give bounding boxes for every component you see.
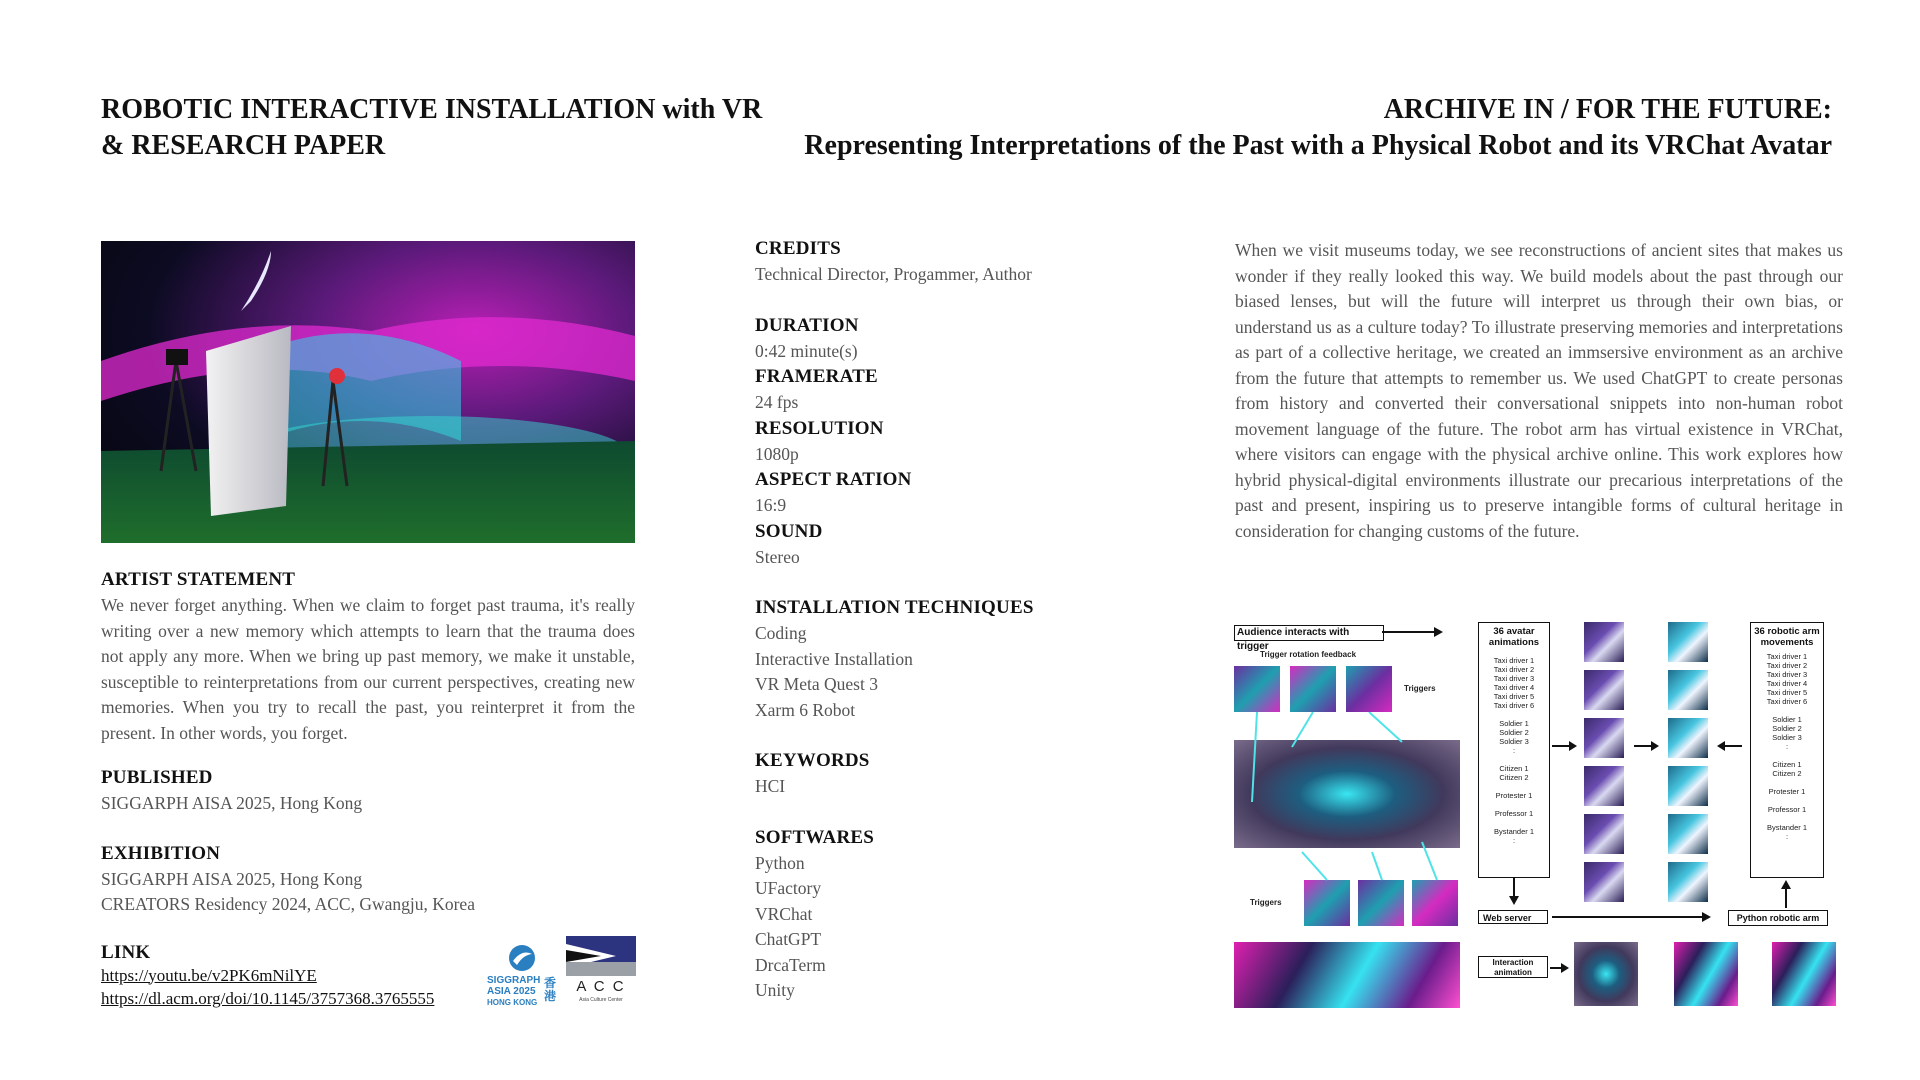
robot-movement-thumbnail xyxy=(1668,622,1708,662)
artist-statement-heading: ARTIST STATEMENT xyxy=(101,569,296,590)
trigger-rotation-label: Trigger rotation feedback xyxy=(1260,650,1357,659)
exhibition-item: CREATORS Residency 2024, ACC, Gwangju, Korea xyxy=(101,894,475,914)
arrow-up-icon xyxy=(1778,880,1794,908)
robot-movement-thumbnail xyxy=(1668,670,1708,710)
audience-interacts-box: Audience interacts with trigger xyxy=(1234,625,1384,641)
trigger-thumbnail xyxy=(1346,666,1392,712)
avatar-animation-thumbnail xyxy=(1584,622,1624,662)
artist-statement-text: We never forget anything. When we claim to forget past trauma, it's really writing over a new memory which attempts to learn that the trauma does not apply any more. When we bring up past memory, we make it unstable, susceptible to reinterpretations from our current perspectives, creating new memories. When you try to recall the past, you reinterpret it from the present. In other words, you forget. xyxy=(101,595,635,743)
trigger-connector-arrows xyxy=(1232,712,1472,892)
avatar-animation-thumbnail xyxy=(1584,862,1624,902)
diagram-list-item: Taxi driver 2 xyxy=(1766,661,1808,670)
avatar-animations-box xyxy=(1478,622,1550,878)
technique-item: Xarm 6 Robot xyxy=(755,699,856,720)
diagram-list-item: Taxi driver 4 xyxy=(1493,683,1535,692)
link-heading: LINK xyxy=(101,941,151,963)
published-heading: PUBLISHED xyxy=(101,767,213,788)
acc-logo xyxy=(566,936,636,1006)
header-left-line1: ROBOTIC INTERACTIVE INSTALLATION with VR xyxy=(101,94,763,125)
arrow-right-icon xyxy=(1634,738,1660,754)
diagram-list-item: Professor 1 xyxy=(1767,805,1807,814)
keywords-text: HCI xyxy=(755,776,786,796)
acc-logo-text: A C C xyxy=(576,978,626,995)
trigger-thumbnail xyxy=(1234,666,1280,712)
sound-heading: SOUND xyxy=(755,520,823,542)
diagram-list-item: Taxi driver 3 xyxy=(1766,670,1808,679)
system-diagram xyxy=(1232,622,1842,1012)
vrchat-scene-image xyxy=(1234,942,1460,1008)
diagram-list-item: Protester 1 xyxy=(1768,787,1806,796)
siggraph-logo-line2: ASIA 2025 xyxy=(487,986,536,997)
published-text: SIGGARPH AISA 2025, Hong Kong xyxy=(101,793,363,813)
interaction-thumbnail xyxy=(1674,942,1738,1006)
python-robotic-arm-box: Python robotic arm xyxy=(1728,910,1828,926)
exhibition-item: SIGGARPH AISA 2025, Hong Kong xyxy=(101,868,363,889)
diagram-list-item: Citizen 1 xyxy=(1772,760,1802,769)
header-left-line2: & RESEARCH PAPER xyxy=(101,130,386,161)
interaction-animation-box: Interaction animation xyxy=(1478,956,1548,978)
installation-photo xyxy=(101,241,635,543)
diagram-list-item: Taxi driver 3 xyxy=(1493,674,1535,683)
arrow-down-icon xyxy=(1506,878,1522,906)
techniques-heading: INSTALLATION TECHNIQUES xyxy=(755,597,1034,618)
software-item: Unity xyxy=(755,980,795,1000)
diagram-list-item: Citizen 2 xyxy=(1499,773,1529,782)
robot-movement-thumbnail xyxy=(1668,766,1708,806)
aspect-ratio-heading: ASPECT RATION xyxy=(755,469,912,490)
diagram-list-item: Taxi driver 1 xyxy=(1766,652,1808,661)
siggraph-logo-mark xyxy=(505,943,539,973)
diagram-list-item: Soldier 3 xyxy=(1772,733,1802,742)
acc-logo-subtext: Asia Culture Center xyxy=(579,997,623,1003)
resolution-text: 1080p xyxy=(755,443,799,464)
software-item: UFactory xyxy=(755,878,822,898)
avatar-animation-thumbnail xyxy=(1584,766,1624,806)
diagram-list-item: Taxi driver 5 xyxy=(1493,692,1535,701)
triggers-label-top: Triggers xyxy=(1404,684,1436,693)
diagram-list-item: Citizen 1 xyxy=(1499,764,1529,773)
diagram-list-item: Soldier 1 xyxy=(1772,715,1802,724)
keywords-heading: KEYWORDS xyxy=(755,750,870,771)
robot-movement-thumbnail xyxy=(1668,814,1708,854)
diagram-list-item xyxy=(1751,706,1823,715)
diagram-list-item: : xyxy=(1512,836,1516,845)
arrow-right-icon xyxy=(1552,738,1578,754)
avatar-animation-thumbnail xyxy=(1584,670,1624,710)
technique-item: Coding xyxy=(755,623,807,643)
diagram-list-item: Taxi driver 5 xyxy=(1766,688,1808,697)
arrow-right-icon xyxy=(1550,960,1570,976)
robot-movement-thumbnail xyxy=(1668,862,1708,902)
diagram-list-item xyxy=(1751,751,1823,760)
diagram-list-item: Taxi driver 2 xyxy=(1493,665,1535,674)
framerate-heading: FRAMERATE xyxy=(755,366,878,387)
diagram-list-item xyxy=(1479,710,1549,719)
abstract-text: When we visit museums today, we see reconstructions of ancient sites that makes us wonder if they really looked this way. We build models about the past through our biased lenses, but will the future will interpret us through their own bias, or understand us as a culture today? To illustrate preserving memories and interpretations as part of a collective heritage, we created an immsersive environment as an archive from the future that attempts to remember us. We used ChatGPT to create personas from history and converted their conversational snippets into non-human robot movement language of the future. The robot arm has virtual existence in VRChat, where visitors can engage with the physical archive online. This work explores how hybrid physical-digital environments illustrate our precarious interpretations of the past and present, inspiring us to preserve intangible forms of cultural heritage in consideration for changing customs of the future. xyxy=(1235,240,1843,541)
middle-column xyxy=(755,236,1175,1004)
software-item: Python xyxy=(755,852,805,873)
diagram-list-item xyxy=(1751,778,1823,787)
avatar-animations-title: 36 avatar animations xyxy=(1488,626,1540,648)
diagram-list-item: Taxi driver 6 xyxy=(1766,697,1808,706)
diagram-list-item xyxy=(1751,796,1823,805)
siggraph-logo-line1: SIGGRAPH xyxy=(487,975,541,986)
siggraph-logo-line3: HONG KONG xyxy=(487,998,538,1007)
technique-item: Interactive Installation xyxy=(755,648,913,669)
diagram-list-item: : xyxy=(1785,832,1789,841)
diagram-list-item: Soldier 3 xyxy=(1499,737,1529,746)
diagram-list-item: Citizen 2 xyxy=(1772,769,1802,778)
diagram-list-item: Soldier 1 xyxy=(1499,719,1529,728)
duration-heading: DURATION xyxy=(755,314,859,336)
siggraph-logo-hanzi: 香港 xyxy=(544,976,557,1003)
diagram-list-item: Bystander 1 xyxy=(1766,823,1808,832)
header-right-line1: ARCHIVE IN / FOR THE FUTURE: xyxy=(1383,94,1832,125)
software-item: DrcaTerm xyxy=(755,954,826,975)
diagram-list-item xyxy=(1751,814,1823,823)
softwares-heading: SOFTWARES xyxy=(755,826,875,848)
diagram-list-item xyxy=(1479,818,1549,827)
arrow-left-icon xyxy=(1716,738,1742,754)
arrow-right-icon xyxy=(1552,909,1712,925)
diagram-list-item xyxy=(1479,755,1549,764)
diagram-list-item: Professor 1 xyxy=(1494,809,1534,818)
diagram-list-item: : xyxy=(1785,742,1789,751)
sound-text: Stereo xyxy=(755,546,800,567)
interaction-thumbnail xyxy=(1574,942,1638,1006)
diagram-list-item: Taxi driver 4 xyxy=(1766,679,1808,688)
avatar-animation-thumbnail xyxy=(1584,718,1624,758)
siggraph-asia-logo xyxy=(487,943,559,1013)
robot-list xyxy=(1751,652,1823,841)
header-left-title xyxy=(101,92,801,164)
credits-heading: CREDITS xyxy=(755,238,841,259)
diagram-list-item xyxy=(1479,800,1549,809)
diagram-list-item: Taxi driver 1 xyxy=(1493,656,1535,665)
diagram-list-item: Taxi driver 6 xyxy=(1493,701,1535,710)
avatar-animation-thumbnail xyxy=(1584,814,1624,854)
installation-photo-art xyxy=(101,241,635,543)
triggers-label-bottom: Triggers xyxy=(1250,898,1282,907)
diagram-list-item: Soldier 2 xyxy=(1772,724,1802,733)
acc-logo-mark xyxy=(566,936,636,976)
header-right-title xyxy=(772,92,1832,164)
exhibition-heading: EXHIBITION xyxy=(101,842,221,864)
diagram-list-item: : xyxy=(1512,746,1516,755)
software-item: VRChat xyxy=(755,903,813,924)
diagram-list-item: Soldier 2 xyxy=(1499,728,1529,737)
avatar-list xyxy=(1479,656,1549,845)
web-server-box: Web server xyxy=(1478,910,1548,924)
robot-movement-thumbnail xyxy=(1668,718,1708,758)
diagram-list-item: Protester 1 xyxy=(1495,791,1533,800)
arrow-right-icon xyxy=(1382,624,1444,640)
youtube-link[interactable]: https://youtu.be/v2PK6mNilYE xyxy=(101,965,317,985)
resolution-heading: RESOLUTION xyxy=(755,417,884,439)
credits-text: Technical Director, Progammer, Author xyxy=(755,264,1032,284)
technique-item: VR Meta Quest 3 xyxy=(755,674,878,694)
trigger-thumbnail xyxy=(1290,666,1336,712)
aspect-ratio-text: 16:9 xyxy=(755,495,787,515)
diagram-list-item: Bystander 1 xyxy=(1493,827,1535,836)
robotic-arm-title: 36 robotic arm movements xyxy=(1754,626,1820,648)
software-item: ChatGPT xyxy=(755,929,822,949)
robotic-arm-movements-box xyxy=(1750,622,1824,878)
interaction-thumbnail xyxy=(1772,942,1836,1006)
diagram-list-item xyxy=(1479,782,1549,791)
acm-doi-link[interactable]: https://dl.acm.org/doi/10.1145/3757368.3765555 xyxy=(101,988,435,1008)
duration-text: 0:42 minute(s) xyxy=(755,340,858,361)
header-right-line2: Representing Interpretations of the Past with a Physical Robot and its VRChat Avatar xyxy=(804,130,1832,161)
framerate-text: 24 fps xyxy=(755,392,799,412)
